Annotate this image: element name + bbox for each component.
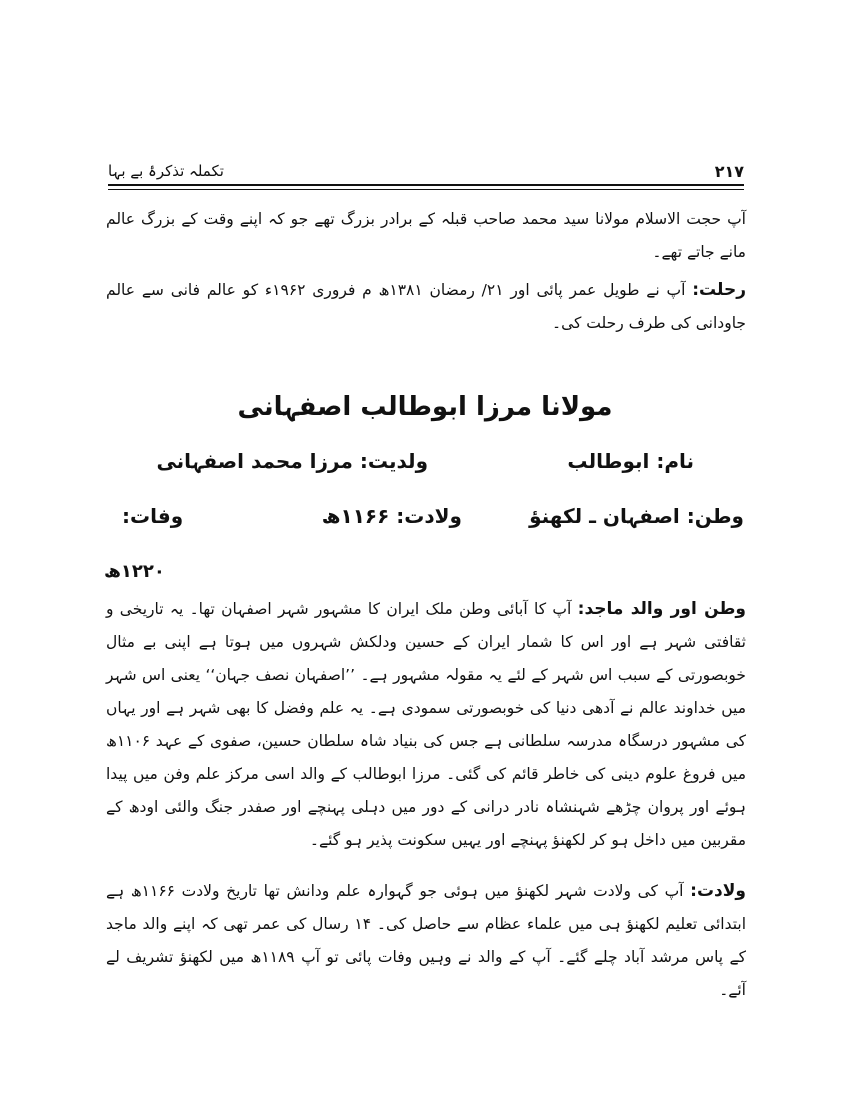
header-rule bbox=[108, 184, 744, 186]
intro-text: آپ حجت الاسلام مولانا سید محمد صاحب قبلہ کے برادر بزرگ تھے جو کہ اپنے وقت کے بزرگ عالم مانے جاتے تھے۔ bbox=[106, 210, 746, 261]
info-row-name bbox=[108, 449, 744, 483]
homeland-paragraph bbox=[106, 593, 746, 857]
header-rule-thin bbox=[108, 189, 744, 190]
homeland-field: وطن: اصفہان ـ لکھنؤ bbox=[529, 504, 744, 528]
death-text: آپ نے طویل عمر پائی اور ۲۱/ رمضان ۱۳۸۱ھ م فروری ۱۹۶۲ء کو عالم فانی سے عالم جاودانی کی طرف رحلت کی۔ bbox=[106, 281, 746, 332]
birth-paragraph bbox=[106, 875, 746, 1007]
death-field: وفات: bbox=[122, 504, 184, 528]
death-paragraph bbox=[106, 274, 746, 340]
running-title: تکملہ تذکرۂ بے بہا bbox=[108, 162, 224, 180]
death-label: رحلت: bbox=[692, 280, 747, 300]
intro-paragraph bbox=[106, 203, 746, 269]
name-field: نام: ابوطالب bbox=[567, 449, 694, 473]
birth-label: ولادت: bbox=[690, 881, 746, 901]
homeland-label: وطن اور والد ماجد: bbox=[577, 599, 746, 619]
article-title: مولانا مرزا ابوطالب اصفہانی bbox=[237, 392, 613, 422]
parentage-field: ولدیت: مرزا محمد اصفہانی bbox=[156, 449, 428, 473]
page-header bbox=[108, 162, 744, 184]
page-number: ۲۱۷ bbox=[714, 162, 744, 181]
info-row-dates bbox=[108, 504, 744, 538]
birth-text: آپ کی ولادت شہر لکھنؤ میں ہوئی جو گہوارہ علم ودانش تھا تاریخ ولادت ۱۱۶۶ھ ہے ابتدائی تعلیم لکھنؤ ہی میں علماء عظام سے حاصل کی۔ ۱۴ رسال کی عمر تھی کہ اپنے والد ماجد کے پاس مرشد آباد چلے گئے۔ آپ کے والد نے وہیں وفات پائی تو آپ ۱۱۸۹ھ میں لکھنؤ تشریف لے آئے۔ bbox=[106, 882, 747, 999]
homeland-text: آپ کا آبائی وطن ملک ایران کا مشہور شہر اصفہان تھا۔ یہ تاریخی و ثقافتی شہر ہے اور اس کا شمار ایران کے حسین ودلکش شہروں میں ہوتا ہے اپنی بے مثال خوبصورتی کے سبب اس شہر کے لئے یہ مقولہ مشہور ہے۔ ’’اصفہان نصف جہان‘‘ یعنی اس شہر میں خداوند عالم نے آدھی دنیا کی خوبصورتی سمودی ہے۔ یہ علم وفضل کا بھی شہر ہے اور یہاں کی مشہور درسگاہ مدرسہ سلطانی ہے جس کی بنیاد شاہ سلطان حسین، صفوی کے عہد ۱۱۰۶ھ میں فروغ علوم دینی کی خاطر قائم کی گئی۔ مرزا ابوطالب کے والد اسی مرکز علم وفن میں پیدا ہوئے اور پروان چڑھے شہنشاہ نادر درانی کے دور میں دہلی پہنچے اور صفدر جنگ والئی اودھ کے مقربین میں داخل ہو کر لکھنؤ پہنچے اور یہیں سکونت پذیر ہو گئے۔ bbox=[106, 600, 746, 849]
birth-field: ولادت: ۱۱۶۶ھ bbox=[321, 504, 462, 528]
death-year: ۱۲۲۰ھ bbox=[104, 561, 165, 582]
